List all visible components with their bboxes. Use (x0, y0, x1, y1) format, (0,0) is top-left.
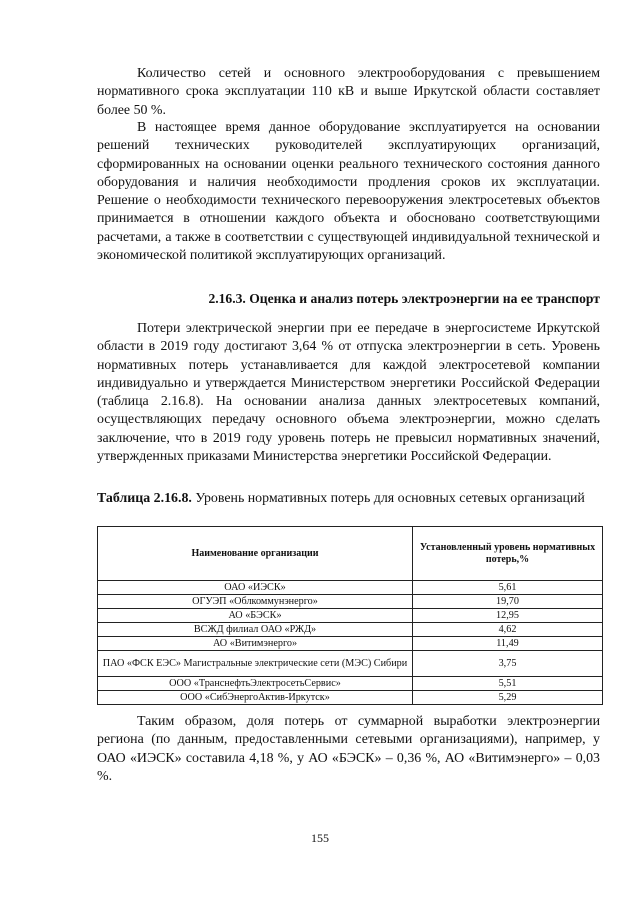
cell-loss-value: 12,95 (413, 609, 603, 623)
paragraph-equipment-operation: В настоящее время данное оборудование эксплуатируется на основании решений технических руководителей эксплуатирующих организаций, сформированных на основании оценки реального технического состояния данного оборудования и наличия необходимости продления сроков их эксплуатации. Решение о необходимости технического перевооружения электросетевых объектов принимается в отношении каждого объекта и обосновано соответствующими расчетами, а также в соответствии с существующей индивидуальной технической и экономической политикой эксплуатирующих организаций. (97, 120, 600, 264)
cell-loss-value: 5,61 (413, 581, 603, 595)
table-header-row (98, 527, 603, 581)
table-row (98, 581, 603, 595)
table-row (98, 691, 603, 705)
paragraph-losses: Потери электрической энергии при ее передаче в энергосистеме Иркутской области в 2019 году достигают 3,64 % от отпуска электроэнергии в сеть. Уровень нормативных потерь устанавливается для каждой электросетевой компании индивидуально и утверждается Министерством энергетики Российской Федерации (таблица 2.16.8). На основании анализа данных электросетевых компаний, осуществляющих передачу основного объема электроэнергии, можно сделать заключение, что в 2019 году уровень потерь не превысил нормативных значений, утвержденных приказами Министерства энергетики Российской Федерации. (97, 321, 600, 465)
cell-organization: ОАО «ИЭСК» (98, 581, 413, 595)
paragraph-equipment-age: Количество сетей и основного электрооборудования с превышением нормативного срока эксплуатации 110 кВ и выше Иркутской области составляет более 50 %. (97, 66, 600, 118)
table-caption (97, 491, 600, 507)
cell-loss-value: 11,49 (413, 637, 603, 651)
cell-loss-value: 19,70 (413, 595, 603, 609)
table-row (98, 651, 603, 677)
cell-loss-value: 3,75 (413, 651, 603, 677)
page-number: 155 (311, 831, 329, 845)
table-caption-label: Таблица 2.16.8. (97, 491, 192, 506)
cell-organization: ВСЖД филиал ОАО «РЖД» (98, 623, 413, 637)
table-row (98, 677, 603, 691)
cell-organization: ООО «СибЭнергоАктив-Иркутск» (98, 691, 413, 705)
cell-loss-value: 4,62 (413, 623, 603, 637)
column-header-loss-level: Установленный уровень нормативных потерь,% (413, 527, 603, 581)
losses-table (97, 526, 603, 705)
cell-loss-value: 5,51 (413, 677, 603, 691)
cell-organization: ООО «ТранснефтьЭлектросетьСервис» (98, 677, 413, 691)
cell-organization: АО «Витимэнерго» (98, 637, 413, 651)
paragraph-conclusion: Таким образом, доля потерь от суммарной выработки электроэнергии региона (по данным, предоставленными сетевыми организациями), например, у ОАО «ИЭСК» составила 4,18 %, у АО «БЭСК» – 0,36 %, АО «Витимэнерго» – 0,03 %. (97, 714, 600, 784)
table-row (98, 623, 603, 637)
column-header-organization: Наименование организации (98, 527, 413, 581)
table-row (98, 609, 603, 623)
section-heading: 2.16.3. Оценка и анализ потерь электроэнергии на ее транспорт (208, 291, 600, 306)
cell-organization: ПАО «ФСК ЕЭС» Магистральные электрические сети (МЭС) Сибири (98, 651, 413, 677)
table-row (98, 595, 603, 609)
table-row (98, 637, 603, 651)
cell-loss-value: 5,29 (413, 691, 603, 705)
table-caption-text: Уровень нормативных потерь для основных сетевых организаций (191, 491, 585, 506)
cell-organization: ОГУЭП «Облкоммунэнерго» (98, 595, 413, 609)
cell-organization: АО «БЭСК» (98, 609, 413, 623)
